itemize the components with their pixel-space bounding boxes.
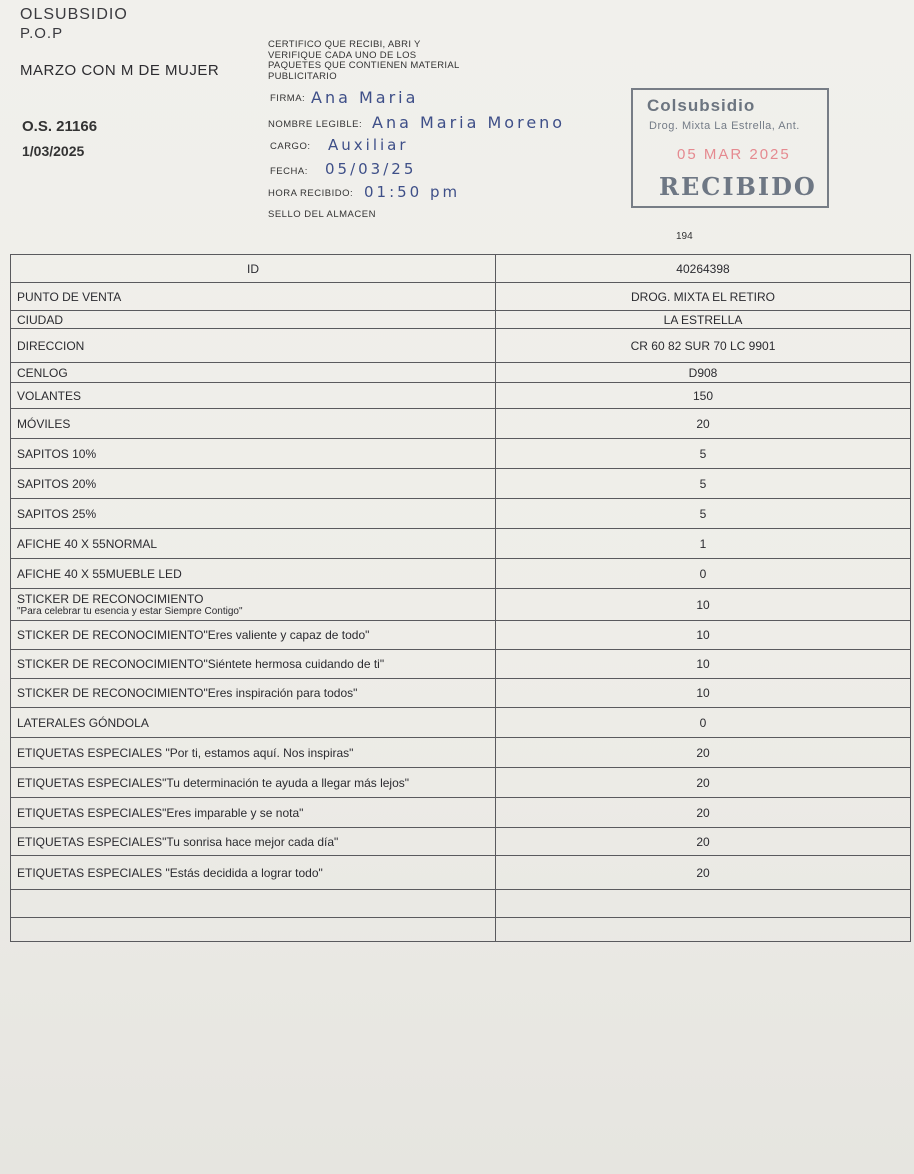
table-row — [11, 856, 911, 890]
fecha-label: FECHA: — [270, 166, 308, 177]
table-row — [11, 363, 911, 383]
item-label — [11, 329, 496, 363]
table-row — [11, 329, 911, 363]
received-stamp — [631, 88, 829, 208]
item-label — [11, 255, 496, 283]
item-label — [11, 679, 496, 708]
item-label-text: AFICHE 40 X 55MUEBLE LED — [17, 566, 182, 581]
cargo-label: CARGO: — [270, 141, 311, 152]
header-block — [20, 6, 128, 42]
item-label — [11, 589, 496, 621]
item-label-text: ETIQUETAS ESPECIALES"Tu determinación te ayuda a llegar más lejos" — [17, 775, 410, 790]
sello-label: SELLO DEL ALMACEN — [268, 209, 376, 220]
item-label-text: MÓVILES — [17, 416, 71, 431]
item-label-text: STICKER DE RECONOCIMIENTO"Eres valiente y capaz de todo" — [17, 628, 370, 642]
cargo-value: Auxiliar — [328, 136, 409, 154]
item-label-text: SAPITOS 20% — [17, 476, 97, 491]
hora-label: HORA RECIBIDO: — [268, 188, 354, 199]
item-label — [11, 890, 496, 918]
item-label — [11, 856, 496, 890]
item-value: 5 — [496, 499, 911, 529]
fecha-value: 05/03/25 — [325, 160, 417, 178]
item-value: 10 — [496, 589, 911, 621]
firma-label: FIRMA: — [270, 93, 306, 104]
item-label-text: PUNTO DE VENTA — [17, 289, 122, 304]
item-label — [11, 311, 496, 329]
item-label — [11, 529, 496, 559]
table-row — [11, 255, 911, 283]
table-row — [11, 589, 911, 621]
item-label-text: CIUDAD — [17, 312, 64, 327]
table-row — [11, 469, 911, 499]
item-label-text: STICKER DE RECONOCIMIENTO"Eres inspiración para todos" — [17, 686, 358, 700]
item-value: 0 — [496, 708, 911, 738]
item-label-text: ETIQUETAS ESPECIALES"Tu sonrisa hace mejor cada día" — [17, 834, 339, 849]
table-row — [11, 828, 911, 856]
table-row — [11, 283, 911, 311]
item-label — [11, 469, 496, 499]
item-label-text: CENLOG — [17, 365, 68, 380]
table-row — [11, 439, 911, 469]
item-label-text: STICKER DE RECONOCIMIENTO — [17, 592, 204, 606]
item-value: 0 — [496, 559, 911, 589]
item-value: 1 — [496, 529, 911, 559]
stamp-received: RECIBIDO — [659, 172, 817, 201]
hora-value: 01:50 pm — [364, 183, 461, 201]
item-value: 20 — [496, 738, 911, 768]
item-label — [11, 738, 496, 768]
item-label — [11, 439, 496, 469]
order-number: O.S. 21166 — [22, 118, 98, 135]
item-label-text: ID — [247, 261, 259, 276]
item-value: 10 — [496, 679, 911, 708]
table-row — [11, 559, 911, 589]
item-label — [11, 768, 496, 798]
item-label — [11, 409, 496, 439]
item-value: 20 — [496, 768, 911, 798]
item-label-subtext: "Para celebrar tu esencia y estar Siempre Contigo" — [17, 606, 243, 617]
item-value: 20 — [496, 798, 911, 828]
item-label — [11, 828, 496, 856]
brand-name: OLSUBSIDIO — [20, 6, 128, 23]
table-row — [11, 738, 911, 768]
table-row — [11, 679, 911, 708]
certification-statement: CERTIFICO QUE RECIBI, ABRI Y VERIFIQUE CADA UNO DE LOS PAQUETES QUE CONTIENEN MATERIAL PUBLICITARIO — [268, 39, 460, 82]
item-label — [11, 283, 496, 311]
item-value: CR 60 82 SUR 70 LC 9901 — [496, 329, 911, 363]
item-value: 20 — [496, 828, 911, 856]
item-label-text: VOLANTES — [17, 388, 82, 403]
item-label — [11, 363, 496, 383]
table-row — [11, 529, 911, 559]
table-row — [11, 798, 911, 828]
stamp-store: Drog. Mixta La Estrella, Ant. — [649, 120, 800, 132]
table-row — [11, 918, 911, 942]
item-value: LA ESTRELLA — [496, 311, 911, 329]
item-value — [496, 918, 911, 942]
item-value: 20 — [496, 856, 911, 890]
stamp-date: 05 MAR 2025 — [677, 146, 791, 163]
item-value: 40264398 — [496, 255, 911, 283]
table-row — [11, 383, 911, 409]
item-label-text: STICKER DE RECONOCIMIENTO"Siéntete hermosa cuidando de ti" — [17, 657, 385, 671]
item-value: 20 — [496, 409, 911, 439]
item-label-text: SAPITOS 25% — [17, 506, 97, 521]
item-label — [11, 708, 496, 738]
page-number: 194 — [676, 231, 693, 242]
firma-value: Ana Maria — [311, 88, 419, 107]
item-label — [11, 918, 496, 942]
item-value — [496, 890, 911, 918]
item-label — [11, 621, 496, 650]
pop-label: P.O.P — [20, 25, 64, 42]
table-row — [11, 650, 911, 679]
item-label — [11, 650, 496, 679]
item-label — [11, 499, 496, 529]
item-value: 5 — [496, 469, 911, 499]
item-label — [11, 559, 496, 589]
item-label-text: AFICHE 40 X 55NORMAL — [17, 536, 158, 551]
item-label-text: ETIQUETAS ESPECIALES "Estás decidida a lograr todo" — [17, 865, 323, 880]
stamp-brand: Colsubsidio — [647, 96, 756, 115]
item-label — [11, 383, 496, 409]
table-row — [11, 311, 911, 329]
item-value: 5 — [496, 439, 911, 469]
item-label-text: DIRECCION — [17, 338, 85, 353]
item-label — [11, 798, 496, 828]
item-value: 10 — [496, 650, 911, 679]
nombre-value: Ana Maria Moreno — [372, 113, 566, 132]
table-row — [11, 890, 911, 918]
item-value: DROG. MIXTA EL RETIRO — [496, 283, 911, 311]
table-row — [11, 409, 911, 439]
campaign-title: MARZO CON M DE MUJER — [20, 62, 220, 79]
item-label-text: ETIQUETAS ESPECIALES "Por ti, estamos aquí. Nos inspiras" — [17, 745, 354, 760]
nombre-label: NOMBRE LEGIBLE: — [268, 119, 363, 130]
pop-material-table — [10, 254, 911, 942]
item-value: 10 — [496, 621, 911, 650]
order-date: 1/03/2025 — [22, 143, 85, 159]
table-row — [11, 768, 911, 798]
item-value: D908 — [496, 363, 911, 383]
table-row — [11, 708, 911, 738]
item-label-text: ETIQUETAS ESPECIALES"Eres imparable y se nota" — [17, 805, 304, 820]
item-label-text: SAPITOS 10% — [17, 446, 97, 461]
item-value: 150 — [496, 383, 911, 409]
table-row — [11, 621, 911, 650]
table-row — [11, 499, 911, 529]
item-label-text: LATERALES GÓNDOLA — [17, 715, 149, 730]
